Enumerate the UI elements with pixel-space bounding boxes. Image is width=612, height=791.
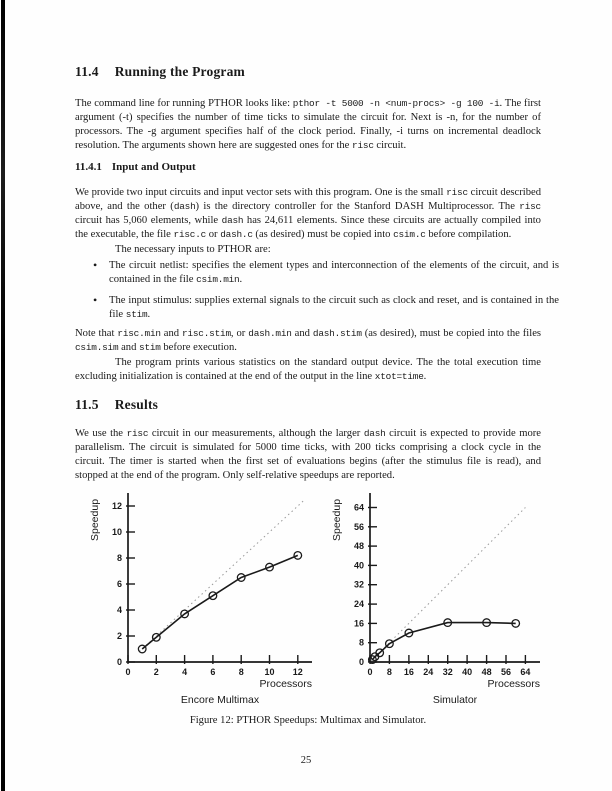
- svg-text:0: 0: [358, 657, 364, 667]
- paragraph-command-line: The command line for running PTHOR looks like: pthor -t 5000 -n <num-procs> -g 100 -i. The first argument (-t) specifies the number of time ticks to simulate the circuit for. Next is -n, for the number of processors. The -g argument specifies half of the clock period. Finally, -i turns on incremental deadlock resolution. The arguments shown here are suggested ones for the risc circuit.: [75, 98, 541, 151]
- svg-text:6: 6: [210, 667, 216, 677]
- svg-text:12: 12: [292, 667, 303, 677]
- section-heading-11-5: [75, 397, 541, 413]
- speedup-chart-multimax: [86, 483, 326, 693]
- section-title: Results: [114, 397, 159, 412]
- paragraph-note: Note that risc.min and risc.stim, or dash.min and dash.stim (as desired), must be copied into the files csim.sim and stim before execution.: [75, 328, 542, 353]
- bullet-item-netlist: [93, 259, 559, 287]
- section-title: Input and Output: [111, 161, 196, 173]
- svg-text:8: 8: [358, 637, 364, 648]
- svg-text:24: 24: [423, 667, 434, 677]
- speedup-chart-simulator: [328, 483, 554, 693]
- chart-label-multimax: Encore Multimax: [180, 694, 260, 706]
- svg-text:32: 32: [353, 579, 364, 590]
- svg-text:40: 40: [462, 667, 473, 677]
- svg-text:10: 10: [264, 667, 275, 677]
- svg-text:16: 16: [403, 667, 414, 677]
- svg-text:Speedup: Speedup: [331, 498, 343, 541]
- section-number: 11.4.1: [75, 161, 102, 173]
- bullet-item-stimulus: [93, 294, 559, 322]
- bullet-text: The circuit netlist: specifies the element types and interconnection of the elements of the circuit, and is contained in the file csim.min.: [109, 260, 559, 285]
- svg-text:64: 64: [353, 502, 364, 513]
- svg-text:8: 8: [116, 553, 122, 563]
- svg-text:Speedup: Speedup: [89, 498, 101, 541]
- svg-text:0: 0: [367, 667, 373, 677]
- page-number: 25: [300, 755, 312, 766]
- svg-text:6: 6: [116, 579, 122, 589]
- paragraph-statistics: The program prints various statistics on the standard output device. The the total execution time excluding initialization is contained at the end of the output in the line xtot=time.: [75, 357, 541, 382]
- svg-text:4: 4: [116, 605, 122, 615]
- input-bullet-list: [75, 259, 559, 329]
- svg-text:64: 64: [520, 667, 531, 677]
- svg-text:8: 8: [238, 667, 244, 677]
- paragraph-results: We use the risc circuit in our measurements, although the larger dash circuit is expected to provide more parallelism. The circuit is simulated for 5000 time ticks, with 200 ticks comprising a clock cycle in the circuit. The timer is started when the first set of evaluations begins (after the stimulus file is read), and stopped at the end of the program. Only self-relative speedups are reported.: [75, 428, 541, 481]
- section-number: 11.4: [75, 64, 99, 79]
- svg-text:32: 32: [442, 667, 453, 677]
- paragraph-lead-in: The necessary inputs to PTHOR are:: [115, 244, 271, 255]
- svg-text:48: 48: [353, 541, 364, 552]
- svg-text:40: 40: [353, 560, 364, 571]
- svg-text:24: 24: [353, 599, 364, 610]
- section-heading-11-4: [75, 64, 541, 80]
- bullet-text: The input stimulus: supplies external signals to the circuit such as clock and reset, and is contained in the file stim.: [109, 295, 559, 320]
- svg-text:2: 2: [153, 667, 159, 677]
- svg-text:Processors: Processors: [487, 678, 540, 690]
- scan-artifact-strip: [1, 0, 5, 791]
- section-title: Running the Program: [114, 64, 245, 79]
- svg-text:56: 56: [353, 521, 364, 532]
- svg-text:16: 16: [353, 618, 364, 629]
- svg-text:0: 0: [116, 657, 122, 667]
- svg-text:10: 10: [111, 527, 122, 537]
- section-heading-11-4-1: [75, 161, 541, 173]
- svg-text:Processors: Processors: [259, 678, 312, 690]
- section-number: 11.5: [75, 397, 99, 412]
- paragraph-input-circuits: We provide two input circuits and input vector sets with this program. One is the small risc circuit described above, and the other (dash) is the directory controller for the Stanford DASH Multiprocessor. The risc circuit has 5,060 elements, while dash has 24,611 elements. Since these circuits are actually compiled into the executable, the file risc.c or dash.c (as desired) must be copied into csim.c before compilation.: [75, 187, 541, 240]
- svg-text:4: 4: [182, 667, 188, 677]
- svg-text:56: 56: [500, 667, 512, 677]
- svg-text:8: 8: [386, 667, 392, 677]
- svg-text:48: 48: [481, 667, 492, 677]
- chart-label-simulator: Simulator: [432, 694, 478, 706]
- svg-text:0: 0: [125, 667, 131, 677]
- svg-text:2: 2: [116, 631, 122, 641]
- svg-text:12: 12: [111, 501, 122, 511]
- figure-caption: Figure 12: PTHOR Speedups: Multimax and Simulator.: [189, 715, 427, 726]
